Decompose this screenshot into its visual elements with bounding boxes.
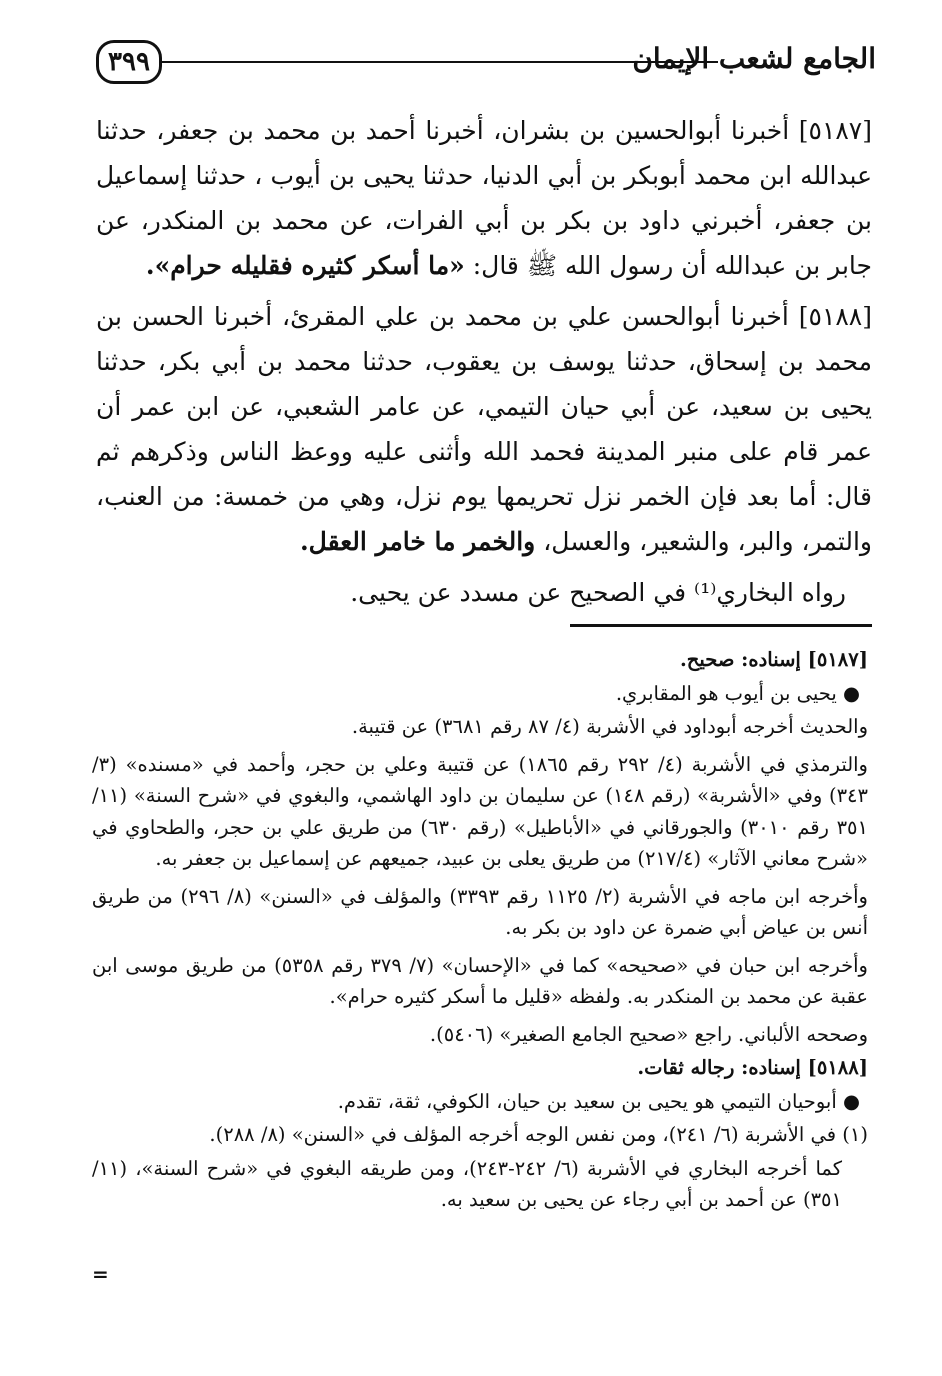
footnote-1-a: (١) في الأشربة (٦/ ٢٤١)، ومن نفس الوجه أخرجه المؤلف في «السنن» (٨/ ٢٨٨). <box>209 1123 868 1146</box>
book-title: الجامع لشعب الإيمان <box>632 42 876 75</box>
note-5188-heading: [٥١٨٨] إسناده: رجاله ثقات. <box>637 1056 868 1079</box>
hadith-number: [٥١٨٧] <box>798 116 872 145</box>
riwaya-line: رواه البخاري⁽¹⁾ في الصحيح عن مسدد عن يحيى. <box>350 578 846 607</box>
page-header <box>96 40 876 90</box>
continuation-mark: = <box>92 1262 109 1286</box>
note-5187-heading: [٥١٨٧] إسناده: صحيح. <box>679 648 868 671</box>
note-5187-p1: والحديث أخرجه أبوداود في الأشربة (٤/ ٨٧ رقم ٣٦٨١) عن قتيبة. <box>351 715 868 738</box>
note-5187-p4: وأخرجه ابن حبان في «صحيحه» كما في «الإحسان» (٧/ ٣٧٩ رقم ٥٣٥٨) من طريق موسى ابن عقبة عن محمد بن المنكدر به. ولفظه «قليل ما أسكر كثيره حرام». <box>92 953 868 1008</box>
note-5188-narrator: ● أبوحيان التيمي هو يحيى بن سعيد بن حيان، الكوفي، ثقة، تقدم. <box>337 1089 860 1113</box>
footnote-divider <box>570 624 872 627</box>
page-number: ٣٩٩ <box>96 40 162 84</box>
footnote-1-b: كما أخرجه البخاري في الأشربة (٦/ ٢٤٢-٢٤٣)، ومن طريقه البغوي في «شرح السنة»، (١١/ ٣٥١) عن أحمد بن أبي رجاء عن يحيى بن سعيد به. <box>92 1156 842 1211</box>
hadith-5187 <box>96 108 872 288</box>
hadith-number: [٥١٨٨] <box>798 302 872 331</box>
note-5187-p5: وصححه الألباني. راجع «صحيح الجامع الصغير» (٥٤٠٦). <box>429 1022 868 1046</box>
hadith-text: أخبرنا أبوالحسن علي بن محمد بن علي المقرئ، أخبرنا الحسن بن محمد بن إسحاق، حدثنا يوسف بن يعقوب، حدثنا محمد بن أبي بكر، حدثنا يحيى بن سعيد، عن أبي حيان التيمي، عن عامر الشعبي، عن ابن عمر أن عمر قام على منبر المدينة فحمد الله وأثنى عليه ووعظ الناس وذكرهم ثم قال: أما بعد فإن الخمر نزل تحريمها يوم نزل، وهي من خمسة: من العنب، والتمر، والبر، والشعير، والعسل، <box>96 302 872 556</box>
hadith-5188 <box>96 294 872 564</box>
footnotes <box>92 644 868 1218</box>
note-5187-p2: والترمذي في الأشربة (٤/ ٢٩٢ رقم ١٨٦٥) عن قتيبة وعلي بن حجر، وأحمد في «مسنده» (٣/ ٣٤٣) وفي «الأشربة» (رقم ١٤٨) عن سليمان بن داود الهاشمي، والبغوي في «شرح السنة» (١١/ ٣٥١ رقم ٣٠١٠) والجورقاني في «الأباطيل» (رقم ٦٣٠) من طريق علي بن حجر، والطحاوي في «شرح معاني الآثار» (٢١٧/٤) من طريق يعلى بن عبيد، جميعهم عن إسماعيل بن جعفر به. <box>92 752 868 870</box>
hadith-quote: «ما أسكر كثيره فقليله حرام». <box>145 251 465 280</box>
hadith-text: أخبرنا أبوالحسين بن بشران، أخبرنا أحمد بن محمد بن جعفر، حدثنا عبدالله ابن محمد أبوبكر بن أبي الدنيا، حدثنا يحيى بن أيوب ، حدثنا إسماعيل بن جعفر، أخبرني داود بن بكر بن أبي الفرات، عن محمد بن المنكدر، عن جابر بن عبدالله أن رسول الله ﷺ قال: <box>96 116 872 280</box>
hadith-tail: والخمر ما خامر العقل. <box>299 527 536 556</box>
note-5187-narrator: ● يحيى بن أيوب هو المقابري. <box>615 681 860 705</box>
main-text <box>96 108 872 615</box>
note-5187-p3: وأخرجه ابن ماجه في الأشربة (٢/ ١١٢٥ رقم ٣٣٩٣) والمؤلف في «السنن» (٨/ ٢٩٦) من طريق أنس بن عياض أبي ضمرة عن داود بن بكر به. <box>92 884 868 939</box>
